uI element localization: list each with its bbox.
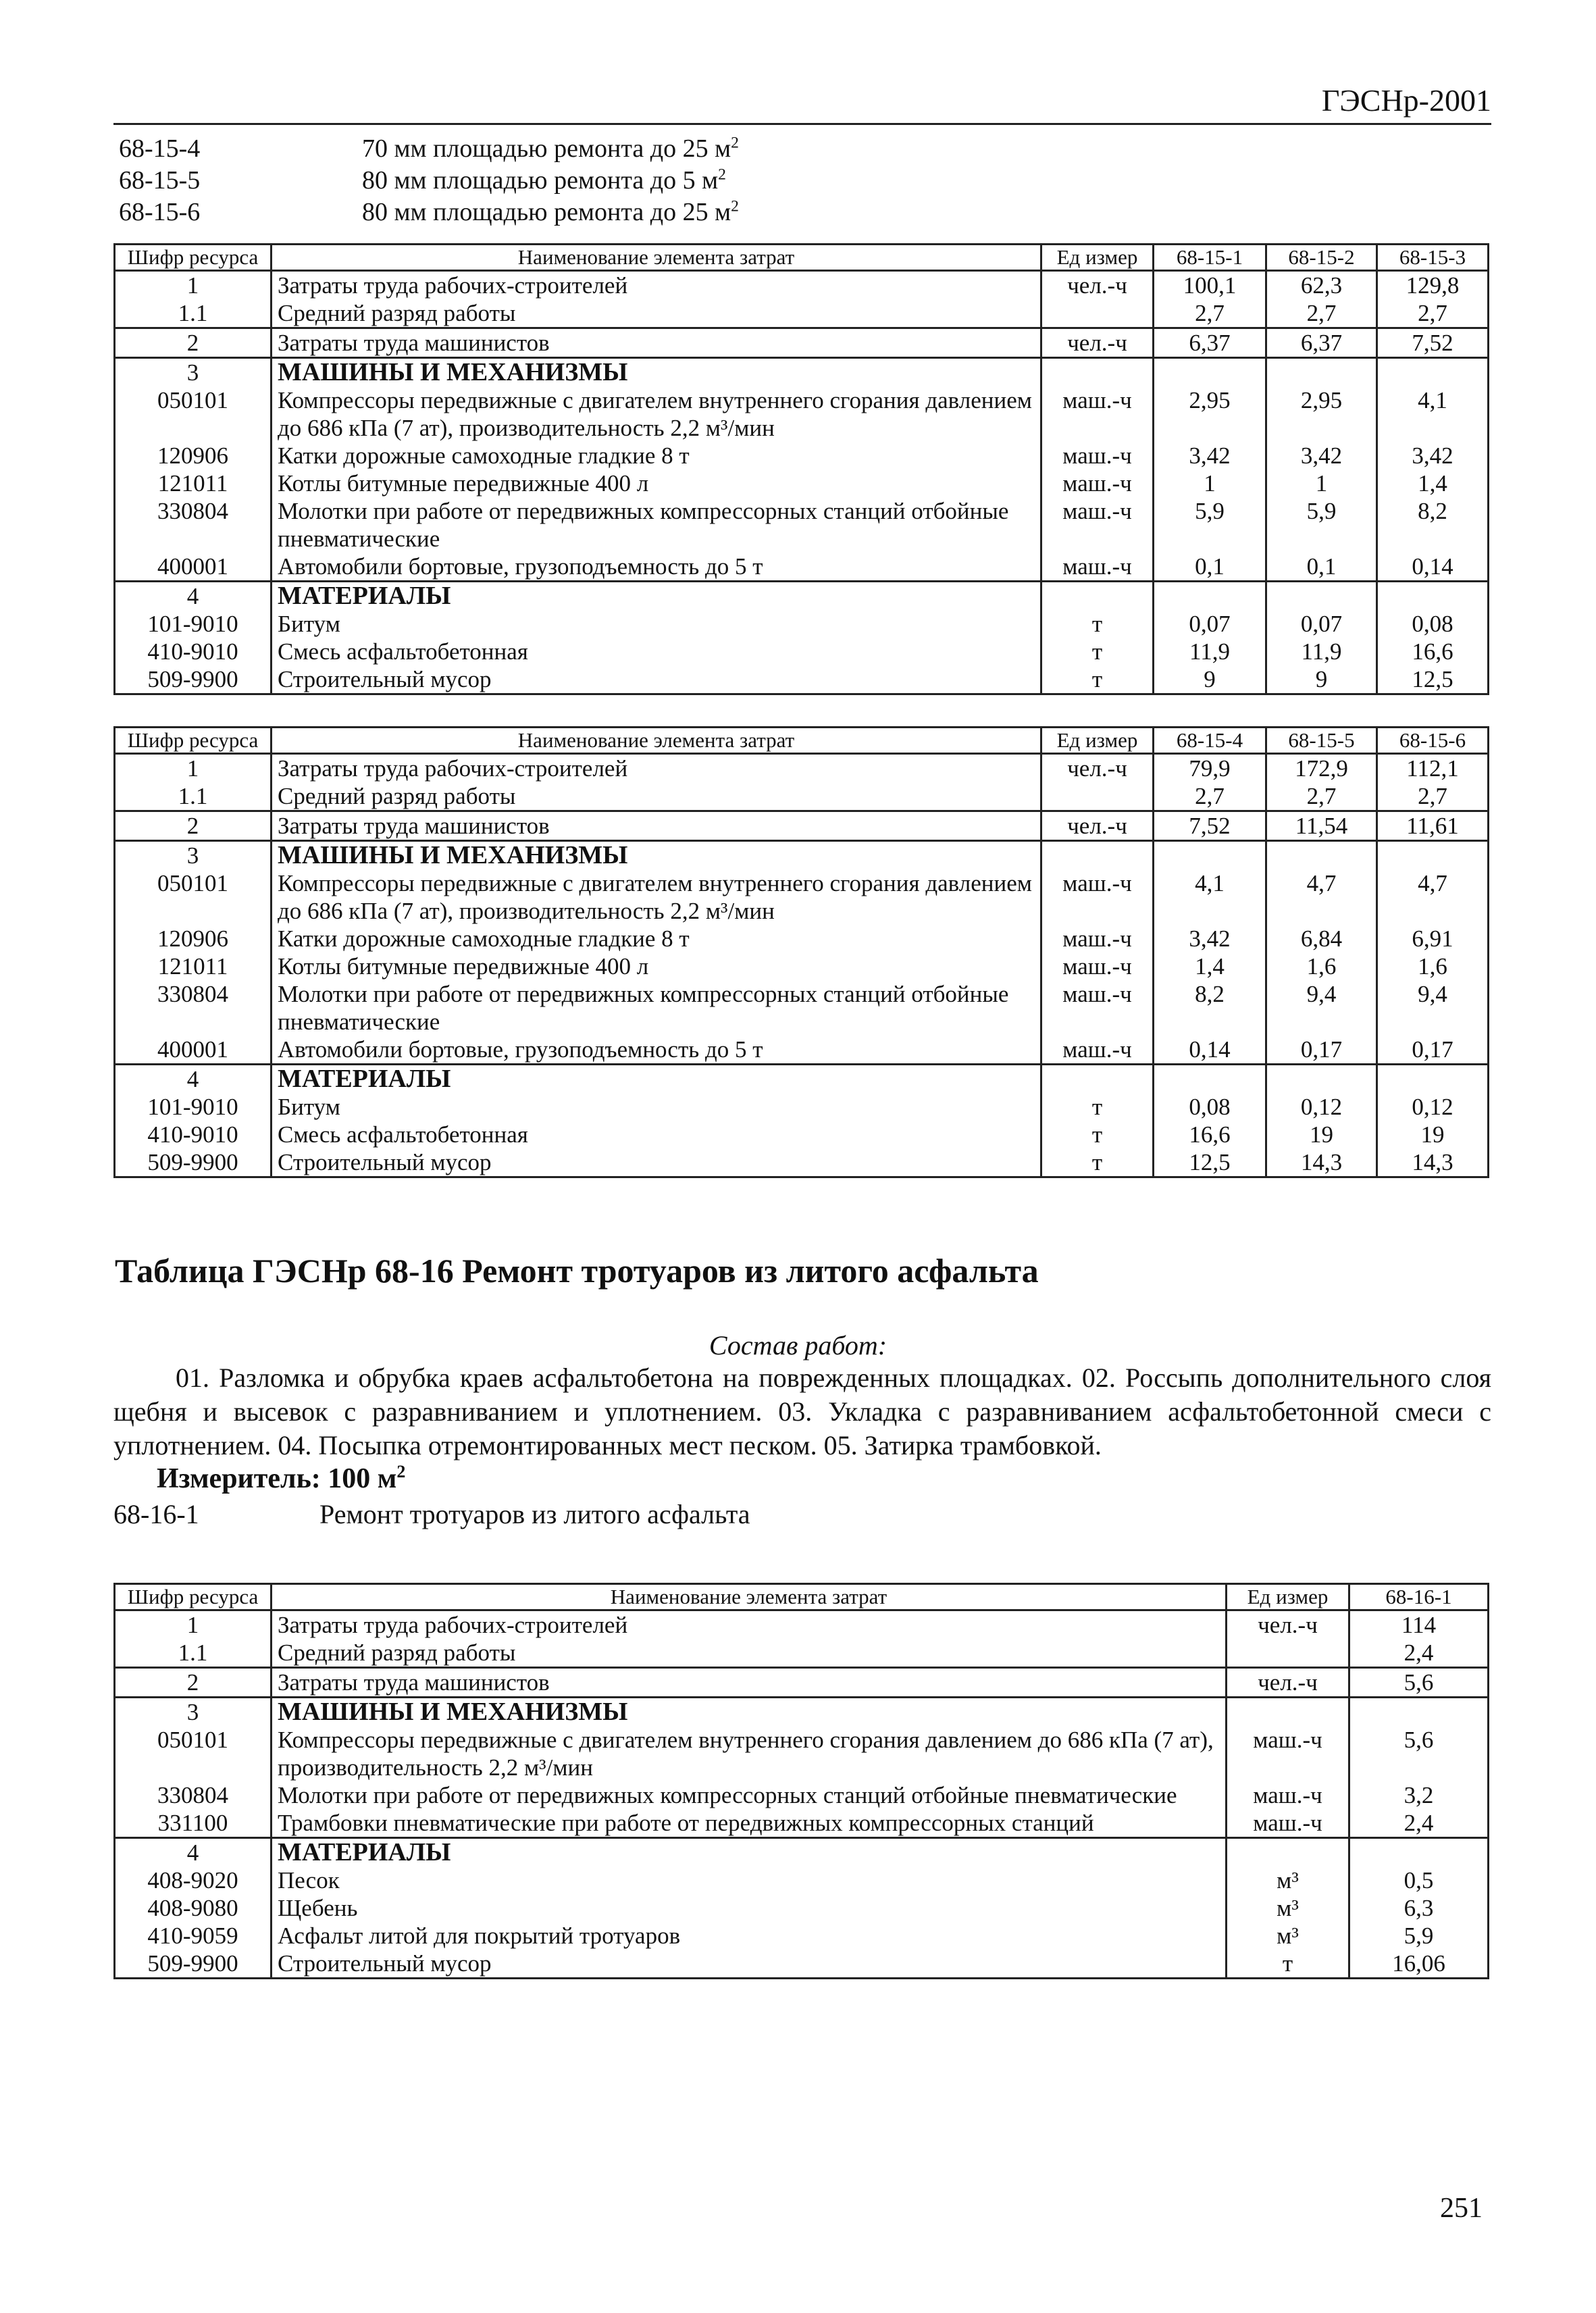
superscript: 2: [396, 1462, 406, 1481]
resource-code: 121011: [115, 469, 272, 497]
page-header: [113, 80, 1491, 125]
table-row: [115, 1036, 1489, 1065]
resource-code: 2: [115, 1668, 272, 1698]
value-cell: 79,9: [1154, 754, 1266, 783]
superscript: 2: [731, 197, 739, 215]
value-cell: [1154, 841, 1266, 870]
value-cell: 0,17: [1266, 1036, 1377, 1065]
table-header-row: [115, 728, 1489, 754]
value-cell: 0,1: [1154, 553, 1266, 582]
superscript: 2: [718, 165, 726, 183]
resource-code: 2: [115, 811, 272, 841]
value-cell: 1: [1266, 469, 1377, 497]
unit-cell: [1041, 1065, 1154, 1094]
table-row: [115, 582, 1489, 611]
resource-table-68-15-4-6: [113, 726, 1489, 1178]
resource-name: Трамбовки пневматические при работе от передвижных компрессорных станций: [272, 1809, 1227, 1838]
table-row: [115, 1148, 1489, 1177]
value-cell: 0,08: [1154, 1093, 1266, 1121]
resource-name: Средний разряд работы: [272, 1639, 1227, 1668]
resource-code: 509-9900: [115, 1950, 272, 1979]
resource-name: Песок: [272, 1866, 1227, 1894]
column-header: Шифр ресурса: [115, 728, 272, 754]
work-item-code: 68-15-6: [119, 197, 201, 226]
measure-value: 100 м: [328, 1463, 397, 1494]
value-cell: 8,2: [1377, 497, 1489, 553]
table-row: [115, 328, 1489, 358]
unit-cell: м³: [1227, 1866, 1349, 1894]
value-cell: 3,42: [1377, 442, 1489, 469]
value-cell: 172,9: [1266, 754, 1377, 783]
table-row: [115, 497, 1489, 553]
resource-code: 050101: [115, 386, 272, 442]
resource-name: Катки дорожные самоходные гладкие 8 т: [272, 442, 1041, 469]
value-cell: 2,7: [1377, 299, 1489, 328]
value-cell: 0,12: [1266, 1093, 1377, 1121]
value-cell: [1266, 841, 1377, 870]
unit-cell: т: [1041, 1093, 1154, 1121]
value-cell: [1377, 358, 1489, 387]
value-cell: 2,7: [1154, 299, 1266, 328]
resource-name: Битум: [272, 1093, 1041, 1121]
value-cell: 6,91: [1377, 925, 1489, 952]
value-cell: 0,17: [1377, 1036, 1489, 1065]
column-header: 68-15-1: [1154, 245, 1266, 271]
value-cell: 5,9: [1349, 1922, 1489, 1950]
table-row: [115, 1639, 1489, 1668]
work-item: [119, 164, 1132, 196]
table-row: [115, 1838, 1489, 1867]
value-cell: [1266, 582, 1377, 611]
table-row: [115, 610, 1489, 638]
unit-cell: т: [1041, 1121, 1154, 1148]
table-row: [115, 358, 1489, 387]
resource-name: Компрессоры передвижные с двигателем внутреннего сгорания давлением до 686 кПа (7 ат), производительность 2,2 м³/мин: [272, 386, 1041, 442]
table-row: [115, 754, 1489, 783]
value-cell: 16,6: [1377, 638, 1489, 665]
resource-name: Битум: [272, 610, 1041, 638]
page-number: 251: [1440, 2193, 1483, 2224]
value-cell: 112,1: [1377, 754, 1489, 783]
work-item-desc: 80 мм площадью ремонта до 5 м: [362, 166, 719, 195]
resource-name: Затраты труда рабочих-строителей: [272, 1610, 1227, 1640]
unit-cell: чел.-ч: [1041, 811, 1154, 841]
column-header: Ед измер: [1041, 728, 1154, 754]
value-cell: 1,4: [1154, 952, 1266, 980]
resource-name: Котлы битумные передвижные 400 л: [272, 952, 1041, 980]
value-cell: 2,4: [1349, 1639, 1489, 1668]
value-cell: 2,7: [1377, 782, 1489, 811]
resource-code: 3: [115, 841, 272, 870]
value-cell: 1,4: [1377, 469, 1489, 497]
unit-cell: чел.-ч: [1041, 754, 1154, 783]
table-row: [115, 782, 1489, 811]
resource-code: 3: [115, 1698, 272, 1727]
table-row: [115, 442, 1489, 469]
table-header-row: [115, 1584, 1489, 1610]
value-cell: 2,95: [1266, 386, 1377, 442]
value-cell: 6,37: [1266, 328, 1377, 358]
resource-code: 410-9010: [115, 638, 272, 665]
section-heading: МАШИНЫ И МЕХАНИЗМЫ: [272, 1698, 1227, 1727]
value-cell: 3,2: [1349, 1781, 1489, 1809]
resource-name: Затраты труда машинистов: [272, 811, 1041, 841]
unit-cell: [1041, 782, 1154, 811]
table-row: [115, 1809, 1489, 1838]
value-cell: [1266, 358, 1377, 387]
value-cell: 4,1: [1154, 869, 1266, 925]
resource-code: 050101: [115, 1726, 272, 1781]
section-heading: МАШИНЫ И МЕХАНИЗМЫ: [272, 358, 1041, 387]
unit-cell: т: [1041, 665, 1154, 694]
value-cell: 2,7: [1266, 299, 1377, 328]
column-header: Наименование элемента затрат: [272, 245, 1041, 271]
value-cell: 9: [1266, 665, 1377, 694]
unit-cell: т: [1041, 610, 1154, 638]
compose-title: Состав работ:: [709, 1330, 887, 1361]
value-cell: 16,6: [1154, 1121, 1266, 1148]
resource-code: 410-9059: [115, 1922, 272, 1950]
resource-code: 330804: [115, 980, 272, 1036]
section-title: Таблица ГЭСНр 68-16 Ремонт тротуаров из литого асфальта: [115, 1252, 1039, 1290]
value-cell: 11,9: [1154, 638, 1266, 665]
resource-name: Компрессоры передвижные с двигателем внутреннего сгорания давлением до 686 кПа (7 ат), производительность 2,2 м³/мин: [272, 1726, 1227, 1781]
resource-code: 4: [115, 1838, 272, 1867]
value-cell: [1266, 1065, 1377, 1094]
unit-cell: маш.-ч: [1227, 1781, 1349, 1809]
unit-cell: маш.-ч: [1041, 442, 1154, 469]
unit-cell: маш.-ч: [1227, 1726, 1349, 1781]
value-cell: 8,2: [1154, 980, 1266, 1036]
resource-code: 1: [115, 271, 272, 300]
resource-code: 1: [115, 1610, 272, 1640]
resource-name: Компрессоры передвижные с двигателем внутреннего сгорания давлением до 686 кПа (7 ат), производительность 2,2 м³/мин: [272, 869, 1041, 925]
resource-code: 1: [115, 754, 272, 783]
unit-cell: м³: [1227, 1922, 1349, 1950]
resource-code: 050101: [115, 869, 272, 925]
value-cell: 5,9: [1154, 497, 1266, 553]
unit-cell: чел.-ч: [1041, 328, 1154, 358]
table-row: [115, 1698, 1489, 1727]
resource-code: 3: [115, 358, 272, 387]
resource-code: 120906: [115, 442, 272, 469]
table-row: [115, 925, 1489, 952]
value-cell: 0,12: [1377, 1093, 1489, 1121]
resource-code: 410-9010: [115, 1121, 272, 1148]
table-row: [115, 1610, 1489, 1640]
unit-cell: [1041, 582, 1154, 611]
value-cell: 19: [1266, 1121, 1377, 1148]
value-cell: [1377, 582, 1489, 611]
resource-code: 1.1: [115, 782, 272, 811]
column-header: Ед измер: [1227, 1584, 1349, 1610]
measure-label: Измеритель:: [157, 1463, 321, 1494]
resource-code: 331100: [115, 1809, 272, 1838]
unit-cell: маш.-ч: [1041, 469, 1154, 497]
value-cell: 7,52: [1154, 811, 1266, 841]
resource-code: 1.1: [115, 299, 272, 328]
resource-table-68-16-1: [113, 1583, 1489, 1979]
column-header: Шифр ресурса: [115, 1584, 272, 1610]
section-heading: МАШИНЫ И МЕХАНИЗМЫ: [272, 841, 1041, 870]
value-cell: [1377, 841, 1489, 870]
work-line-code: 68-16-1: [113, 1499, 199, 1529]
column-header: 68-15-3: [1377, 245, 1489, 271]
resource-name: Щебень: [272, 1894, 1227, 1922]
compose-text: [113, 1361, 1491, 1463]
value-cell: [1349, 1698, 1489, 1727]
resource-name: Смесь асфальтобетонная: [272, 638, 1041, 665]
value-cell: 3,42: [1154, 442, 1266, 469]
resource-code: 101-9010: [115, 1093, 272, 1121]
value-cell: 2,7: [1154, 782, 1266, 811]
resource-name: Катки дорожные самоходные гладкие 8 т: [272, 925, 1041, 952]
resource-code: 509-9900: [115, 665, 272, 694]
value-cell: [1154, 358, 1266, 387]
section-heading: МАТЕРИАЛЫ: [272, 1838, 1227, 1867]
unit-cell: маш.-ч: [1041, 386, 1154, 442]
resource-name: Строительный мусор: [272, 665, 1041, 694]
value-cell: 0,1: [1266, 553, 1377, 582]
resource-name: Затраты труда машинистов: [272, 328, 1041, 358]
resource-code: 2: [115, 328, 272, 358]
value-cell: 14,3: [1377, 1148, 1489, 1177]
table-row: [115, 638, 1489, 665]
unit-cell: [1227, 1838, 1349, 1867]
work-line-desc: Ремонт тротуаров из литого асфальта: [319, 1499, 750, 1529]
resource-code: 408-9020: [115, 1866, 272, 1894]
table-row: [115, 952, 1489, 980]
work-item-code: 68-15-4: [119, 134, 201, 163]
resource-name: Средний разряд работы: [272, 299, 1041, 328]
table-row: [115, 1726, 1489, 1781]
value-cell: 9: [1154, 665, 1266, 694]
resource-code: 400001: [115, 553, 272, 582]
unit-cell: маш.-ч: [1041, 869, 1154, 925]
unit-cell: т: [1041, 638, 1154, 665]
resource-code: 330804: [115, 497, 272, 553]
work-items-list: [119, 132, 1132, 228]
value-cell: 1: [1154, 469, 1266, 497]
unit-cell: [1227, 1639, 1349, 1668]
value-cell: 62,3: [1266, 271, 1377, 300]
work-item-desc: 70 мм площадью ремонта до 25 м: [362, 134, 731, 163]
resource-name: Затраты труда рабочих-строителей: [272, 754, 1041, 783]
value-cell: [1154, 582, 1266, 611]
value-cell: 0,08: [1377, 610, 1489, 638]
value-cell: 16,06: [1349, 1950, 1489, 1979]
value-cell: 0,5: [1349, 1866, 1489, 1894]
resource-name: Смесь асфальтобетонная: [272, 1121, 1041, 1148]
value-cell: 3,42: [1266, 442, 1377, 469]
table-row: [115, 469, 1489, 497]
value-cell: 5,6: [1349, 1668, 1489, 1698]
value-cell: [1154, 1065, 1266, 1094]
table-row: [115, 811, 1489, 841]
compose-text-body: 01. Разломка и обрубка краев асфальтобетона на поврежденных площадках. 02. Россыпь дополнительного слоя щебня и высевок с разравниванием и уплотнением. 03. Укладка с разравниванием асфальтобетонной смеси с уплотнением. 04. Посыпка отремонтированных мест песком. 05. Затирка трамбовкой.: [113, 1363, 1491, 1460]
column-header: 68-15-6: [1377, 728, 1489, 754]
resource-name: Автомобили бортовые, грузоподъемность до 5 т: [272, 1036, 1041, 1065]
section-heading: МАТЕРИАЛЫ: [272, 582, 1041, 611]
column-header: 68-15-2: [1266, 245, 1377, 271]
value-cell: 4,7: [1377, 869, 1489, 925]
measure-line: [157, 1463, 405, 1495]
value-cell: 12,5: [1154, 1148, 1266, 1177]
unit-cell: маш.-ч: [1041, 980, 1154, 1036]
resource-code: 101-9010: [115, 610, 272, 638]
resource-name: Строительный мусор: [272, 1950, 1227, 1979]
value-cell: 14,3: [1266, 1148, 1377, 1177]
resource-code: 120906: [115, 925, 272, 952]
unit-cell: маш.-ч: [1227, 1809, 1349, 1838]
table-row: [115, 1668, 1489, 1698]
resource-code: 1.1: [115, 1639, 272, 1668]
value-cell: 12,5: [1377, 665, 1489, 694]
value-cell: 0,07: [1266, 610, 1377, 638]
unit-cell: маш.-ч: [1041, 497, 1154, 553]
table-row: [115, 1093, 1489, 1121]
value-cell: 6,37: [1154, 328, 1266, 358]
unit-cell: [1227, 1698, 1349, 1727]
value-cell: [1349, 1838, 1489, 1867]
resource-name: Асфальт литой для покрытий тротуаров: [272, 1922, 1227, 1950]
value-cell: 7,52: [1377, 328, 1489, 358]
column-header: Ед измер: [1041, 245, 1154, 271]
table-row: [115, 299, 1489, 328]
value-cell: 11,61: [1377, 811, 1489, 841]
unit-cell: м³: [1227, 1894, 1349, 1922]
table-row: [115, 980, 1489, 1036]
superscript: 2: [731, 133, 739, 151]
table-row: [115, 1894, 1489, 1922]
value-cell: 1,6: [1377, 952, 1489, 980]
table-row: [115, 553, 1489, 582]
resource-name: Строительный мусор: [272, 1148, 1041, 1177]
resource-table-68-15-1-3: [113, 243, 1489, 695]
unit-cell: [1041, 299, 1154, 328]
value-cell: 0,07: [1154, 610, 1266, 638]
table-row: [115, 1781, 1489, 1809]
table-row: [115, 271, 1489, 300]
value-cell: 2,95: [1154, 386, 1266, 442]
table-row: [115, 386, 1489, 442]
table-row: [115, 841, 1489, 870]
work-line: [113, 1498, 750, 1530]
value-cell: 0,14: [1377, 553, 1489, 582]
value-cell: 129,8: [1377, 271, 1489, 300]
unit-cell: чел.-ч: [1041, 271, 1154, 300]
work-item: [119, 132, 1132, 164]
value-cell: 2,4: [1349, 1809, 1489, 1838]
value-cell: 9,4: [1377, 980, 1489, 1036]
value-cell: 5,6: [1349, 1726, 1489, 1781]
resource-name: Затраты труда рабочих-строителей: [272, 271, 1041, 300]
unit-cell: маш.-ч: [1041, 925, 1154, 952]
column-header: Наименование элемента затрат: [272, 728, 1041, 754]
column-header: 68-15-5: [1266, 728, 1377, 754]
unit-cell: маш.-ч: [1041, 553, 1154, 582]
value-cell: 114: [1349, 1610, 1489, 1640]
table-row: [115, 1866, 1489, 1894]
resource-name: Средний разряд работы: [272, 782, 1041, 811]
value-cell: 0,14: [1154, 1036, 1266, 1065]
table-row: [115, 1121, 1489, 1148]
unit-cell: т: [1227, 1950, 1349, 1979]
resource-code: 330804: [115, 1781, 272, 1809]
value-cell: [1377, 1065, 1489, 1094]
value-cell: 100,1: [1154, 271, 1266, 300]
value-cell: 5,9: [1266, 497, 1377, 553]
resource-name: Молотки при работе от передвижных компрессорных станций отбойные пневматические: [272, 980, 1041, 1036]
resource-code: 408-9080: [115, 1894, 272, 1922]
resource-name: Затраты труда машинистов: [272, 1668, 1227, 1698]
value-cell: 6,3: [1349, 1894, 1489, 1922]
section-heading: МАТЕРИАЛЫ: [272, 1065, 1041, 1094]
resource-name: Автомобили бортовые, грузоподъемность до 5 т: [272, 553, 1041, 582]
value-cell: 3,42: [1154, 925, 1266, 952]
unit-cell: [1041, 358, 1154, 387]
table-row: [115, 665, 1489, 694]
unit-cell: т: [1041, 1148, 1154, 1177]
value-cell: 9,4: [1266, 980, 1377, 1036]
table-row: [115, 1950, 1489, 1979]
unit-cell: маш.-ч: [1041, 1036, 1154, 1065]
value-cell: 11,9: [1266, 638, 1377, 665]
header-code: ГЭСНр-2001: [1321, 83, 1491, 118]
resource-code: 4: [115, 582, 272, 611]
value-cell: 4,7: [1266, 869, 1377, 925]
value-cell: 1,6: [1266, 952, 1377, 980]
table-row: [115, 1922, 1489, 1950]
resource-code: 121011: [115, 952, 272, 980]
column-header: Шифр ресурса: [115, 245, 272, 271]
unit-cell: маш.-ч: [1041, 952, 1154, 980]
unit-cell: [1041, 841, 1154, 870]
resource-code: 4: [115, 1065, 272, 1094]
value-cell: 2,7: [1266, 782, 1377, 811]
resource-code: 400001: [115, 1036, 272, 1065]
unit-cell: чел.-ч: [1227, 1668, 1349, 1698]
work-item: [119, 196, 1132, 228]
table-header-row: [115, 245, 1489, 271]
table-row: [115, 869, 1489, 925]
value-cell: 19: [1377, 1121, 1489, 1148]
column-header: 68-15-4: [1154, 728, 1266, 754]
resource-name: Молотки при работе от передвижных компрессорных станций отбойные пневматические: [272, 1781, 1227, 1809]
work-item-desc: 80 мм площадью ремонта до 25 м: [362, 197, 731, 226]
resource-code: 509-9900: [115, 1148, 272, 1177]
value-cell: 11,54: [1266, 811, 1377, 841]
column-header: 68-16-1: [1349, 1584, 1489, 1610]
table-row: [115, 1065, 1489, 1094]
column-header: Наименование элемента затрат: [272, 1584, 1227, 1610]
unit-cell: чел.-ч: [1227, 1610, 1349, 1640]
value-cell: 4,1: [1377, 386, 1489, 442]
value-cell: 6,84: [1266, 925, 1377, 952]
work-item-code: 68-15-5: [119, 166, 201, 195]
resource-name: Котлы битумные передвижные 400 л: [272, 469, 1041, 497]
resource-name: Молотки при работе от передвижных компрессорных станций отбойные пневматические: [272, 497, 1041, 553]
